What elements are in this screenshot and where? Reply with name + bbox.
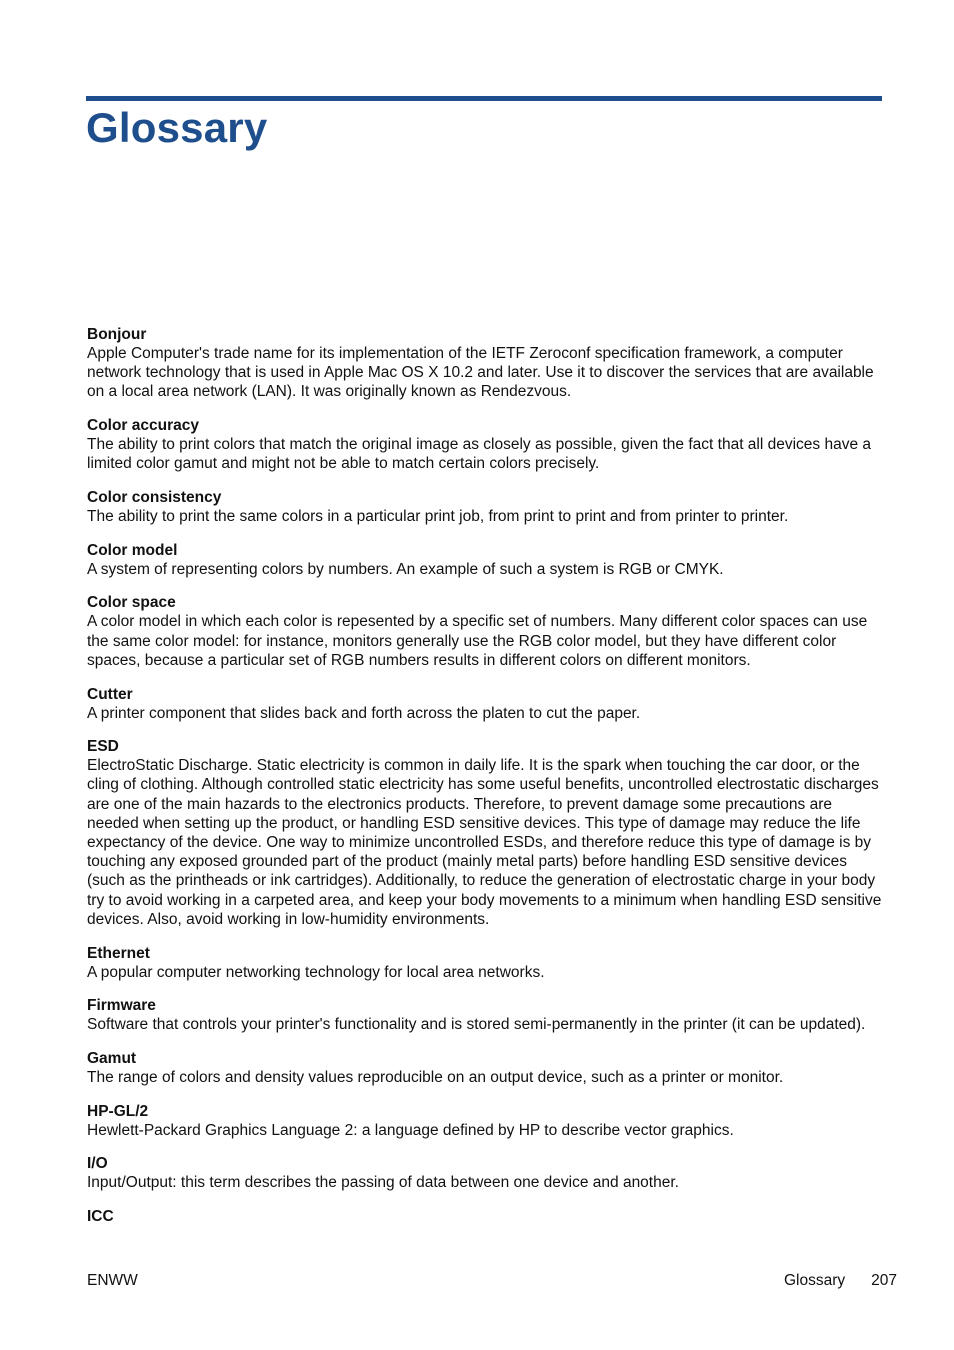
glossary-entry-hp-gl2 [87, 1102, 882, 1140]
footer-page-info [784, 1271, 897, 1290]
glossary-term: Cutter [87, 685, 133, 703]
glossary-definition: The range of colors and density values reproducible on an output device, such as a printer or monitor. [87, 1068, 784, 1086]
glossary-term: ESD [87, 738, 119, 756]
glossary-definition: A printer component that slides back and forth across the platen to cut the paper. [87, 704, 641, 722]
glossary-definition: Hewlett-Packard Graphics Language 2: a language defined by HP to describe vector graphics. [87, 1121, 734, 1139]
glossary-entry-esd [87, 737, 882, 929]
glossary-term: Color accuracy [87, 417, 199, 435]
glossary-term: Color model [87, 541, 178, 559]
glossary-definition: The ability to print colors that match the original image as closely as possible, given the fact that all devices have a limited color gamut and might not be able to match certain colors precisely. [87, 436, 872, 473]
page-title: Glossary [86, 104, 268, 151]
glossary-entry-cutter [87, 685, 882, 723]
glossary-definition: ElectroStatic Discharge. Static electricity is common in daily life. It is the spark when touching the car door, or the cling of clothing. Although controlled static electricity has some useful benefits, uncontrolled electrostatic discharges are one of the main hazards to the electronics products. Therefore, to prevent damage some precautions are needed when setting up the product, or handling ESD sensitive devices. This type of damage may reduce the life expectancy of the device. One way to minimize uncontrolled ESDs, and therefore reduce this type of damage is by touching any exposed grounded part of the product (mainly metal parts) before handling ESD sensitive devices (such as the printheads or ink cartridges). Additionally, to reduce the generation of electrostatic charge in your body try to avoid working in a carpeted area, and keep your body movements to a minimum when handling ESD sensitive devices. Also, avoid working in low-humidity environments. [87, 757, 882, 928]
glossary-term: Ethernet [87, 944, 150, 962]
glossary-term: ICC [87, 1208, 114, 1226]
glossary-definition: Software that controls your printer's functionality and is stored semi-permanently in the printer (it can be updated). [87, 1016, 866, 1034]
glossary-entry-io [87, 1154, 882, 1192]
footer-locale-code: ENWW [87, 1272, 138, 1289]
glossary-term: HP-GL/2 [87, 1102, 149, 1120]
glossary-definition: A color model in which each color is repesented by a specific set of numbers. Many different color spaces can use the same color model: for instance, monitors generally use the RGB color model, but they have different color spaces, because a particular set of RGB numbers results in different colors on different monitors. [87, 613, 868, 669]
glossary-entry-color-space [87, 593, 882, 670]
glossary-entry-firmware [87, 996, 882, 1034]
footer-page-number: 207 [871, 1272, 897, 1289]
glossary-term: I/O [87, 1155, 108, 1173]
glossary-entry-bonjour [87, 325, 882, 402]
glossary-entry-gamut [87, 1049, 882, 1087]
glossary-definition: Apple Computer's trade name for its implementation of the IETF Zeroconf specification framework, a computer network technology that is used in Apple Mac OS X 10.2 and later. Use it to discover the services that are available on a local area network (LAN). It was originally known as Rendezvous. [87, 345, 874, 401]
title-rule [86, 96, 882, 101]
glossary-term: Gamut [87, 1049, 137, 1067]
glossary-definition: The ability to print the same colors in a particular print job, from print to print and from printer to printer. [87, 508, 789, 526]
glossary-definition: A popular computer networking technology for local area networks. [87, 963, 545, 981]
glossary-entry-color-consistency [87, 488, 882, 526]
glossary-term: Color consistency [87, 489, 222, 507]
glossary-entry-icc [87, 1207, 882, 1226]
glossary-term: Color space [87, 594, 176, 612]
glossary-entry-color-model [87, 541, 882, 579]
glossary-term: Firmware [87, 997, 156, 1015]
footer-section-title: Glossary [783, 1272, 846, 1289]
glossary-term: Bonjour [87, 326, 147, 343]
glossary-list [87, 325, 882, 1241]
glossary-entry-ethernet [87, 944, 882, 982]
glossary-definition: Input/Output: this term describes the passing of data between one device and another. [87, 1174, 679, 1192]
glossary-entry-color-accuracy [87, 416, 882, 473]
glossary-definition: A system of representing colors by numbers. An example of such a system is RGB or CMYK. [87, 560, 724, 578]
